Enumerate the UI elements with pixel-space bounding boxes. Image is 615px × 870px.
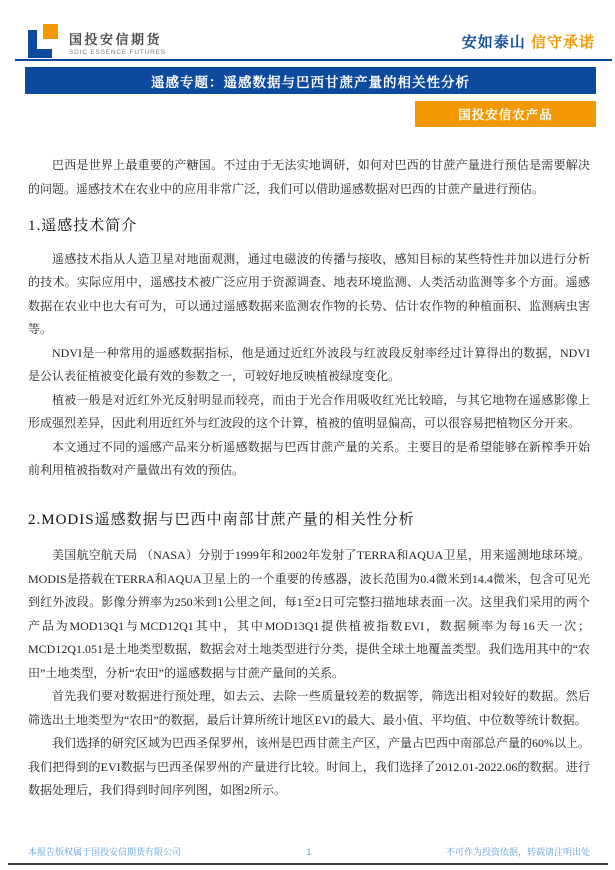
logo-orange-square (43, 24, 58, 39)
footer-disclaimer: 不可作为投资依据，转载请注明出处 (445, 847, 590, 857)
footer-divider (8, 863, 608, 865)
company-name-en: SDIC ESSENCE FUTURES (69, 48, 166, 56)
paragraph: 首先我们要对数据进行预处理，如去云、去除一些质量较差的数据等，筛选出相对较好的数据。然后筛选出土地类型为“农田”的数据，最后计算所统计地区EVI的最大、最小值、平均值、中位数等统计数据。 (28, 689, 590, 727)
report-title: 遥感专题：遥感数据与巴西甘蔗产量的相关性分析 (151, 74, 470, 90)
header (0, 0, 615, 58)
company-name: 国投安信期货 (69, 31, 163, 47)
company-slogan (462, 31, 595, 58)
footer (0, 845, 615, 858)
document-body (0, 127, 615, 803)
paragraph: 植被一般是对近红外光反射明显而较亮，而由于光合作用吸收红光比较暗，与其它地物在遥感影像上形成强烈差异，因此利用近红外与红波段的这个计算，植被的值明显偏高，可以很容易把植物区分开来。 (28, 392, 590, 430)
paragraph: 遥感技术指从人造卫星对地面观测，通过电磁波的传播与接收，感知目标的某些特性并加以进行分析的技术。实际应用中，遥感技术被广泛应用于资源调查、地表环境监测、人类活动监测等多个方面。遥感数据在农业中也大有可为，可以通过遥感数据来监测农作物的长势、估计农作物的种植面积、监测病虫害等。 (28, 251, 590, 336)
paragraph: NDVI是一种常用的遥感数据指标，他是通过近红外波段与红波段反射率经过计算得出的数据，NDVI是公认表征植被变化最有效的参数之一，可较好地反映植被绿度变化。 (28, 345, 590, 383)
header-divider (15, 59, 612, 61)
product-badge (415, 101, 596, 127)
footer-page-number: 1 (306, 846, 312, 857)
paragraph: 本文通过不同的遥感产品来分析遥感数据与巴西甘蔗产量的关系。主要目的是希望能够在新榨季开始前利用植被指数对产量做出有效的预估。 (28, 439, 590, 477)
footer-copyright: 本报告版权属于国投安信期货有限公司 (28, 847, 182, 857)
report-title-banner (25, 67, 596, 94)
section-heading-2: 2.MODIS遥感数据与巴西中南部甘蔗产量的相关性分析 (28, 511, 415, 528)
company-brand (28, 24, 166, 58)
paragraph: 我们选择的研究区域为巴西圣保罗州，该州是巴西甘蔗主产区，产量占巴西中南部总产量的60%以上。我们把得到的EVI数据与巴西圣保罗州的产量进行比较。时间上，我们选择了2012.01-2022.06的数据。进行数据处理后，我们得到时间序列图，如图2所示。 (28, 736, 590, 797)
slogan-part-1: 安如泰山 (461, 34, 526, 51)
logo-text (69, 33, 166, 58)
logo-blue-shape (28, 49, 52, 58)
product-badge-label: 国投安信农产品 (458, 108, 553, 122)
company-logo-icon (28, 24, 62, 58)
paragraph: 美国航空航天局 （NASA）分别于1999年和2002年发射了TERRA和AQUA卫星，用来遥测地球环境。 MODIS是搭载在TERRA和AQUA卫星上的一个重要的传感器，波长范围为0.4微米到14.4微米，包含可见光到红外波段。影像分辨率为250米到1公里之间，每1至2日可完整扫描地球表面一次。这里我们采用的两个产品为MOD13Q1与MCD12Q1其中，其中MOD13Q1提供植被指数EVI，数据频率为每16天一次；MCD12Q1.051是土地类型数据，数据会对土地类型进行分类，提供全球土地覆盖类型。我们选用其中的“农田”土地类型，分析“农田”的遥感数据与甘蔗产量间的关系。 (28, 548, 590, 680)
intro-paragraph: 巴西是世界上最重要的产糖国。不过由于无法实地调研，如何对巴西的甘蔗产量进行预估是需要解决的问题。遥感技术在农业中的应用非常广泛，我们可以借助遥感数据对巴西的甘蔗产量进行预估。 (28, 158, 590, 196)
badge-row (25, 101, 596, 127)
section-heading-1: 1.遥感技术简介 (28, 218, 138, 234)
slogan-part-2: 信守承诺 (530, 34, 595, 51)
